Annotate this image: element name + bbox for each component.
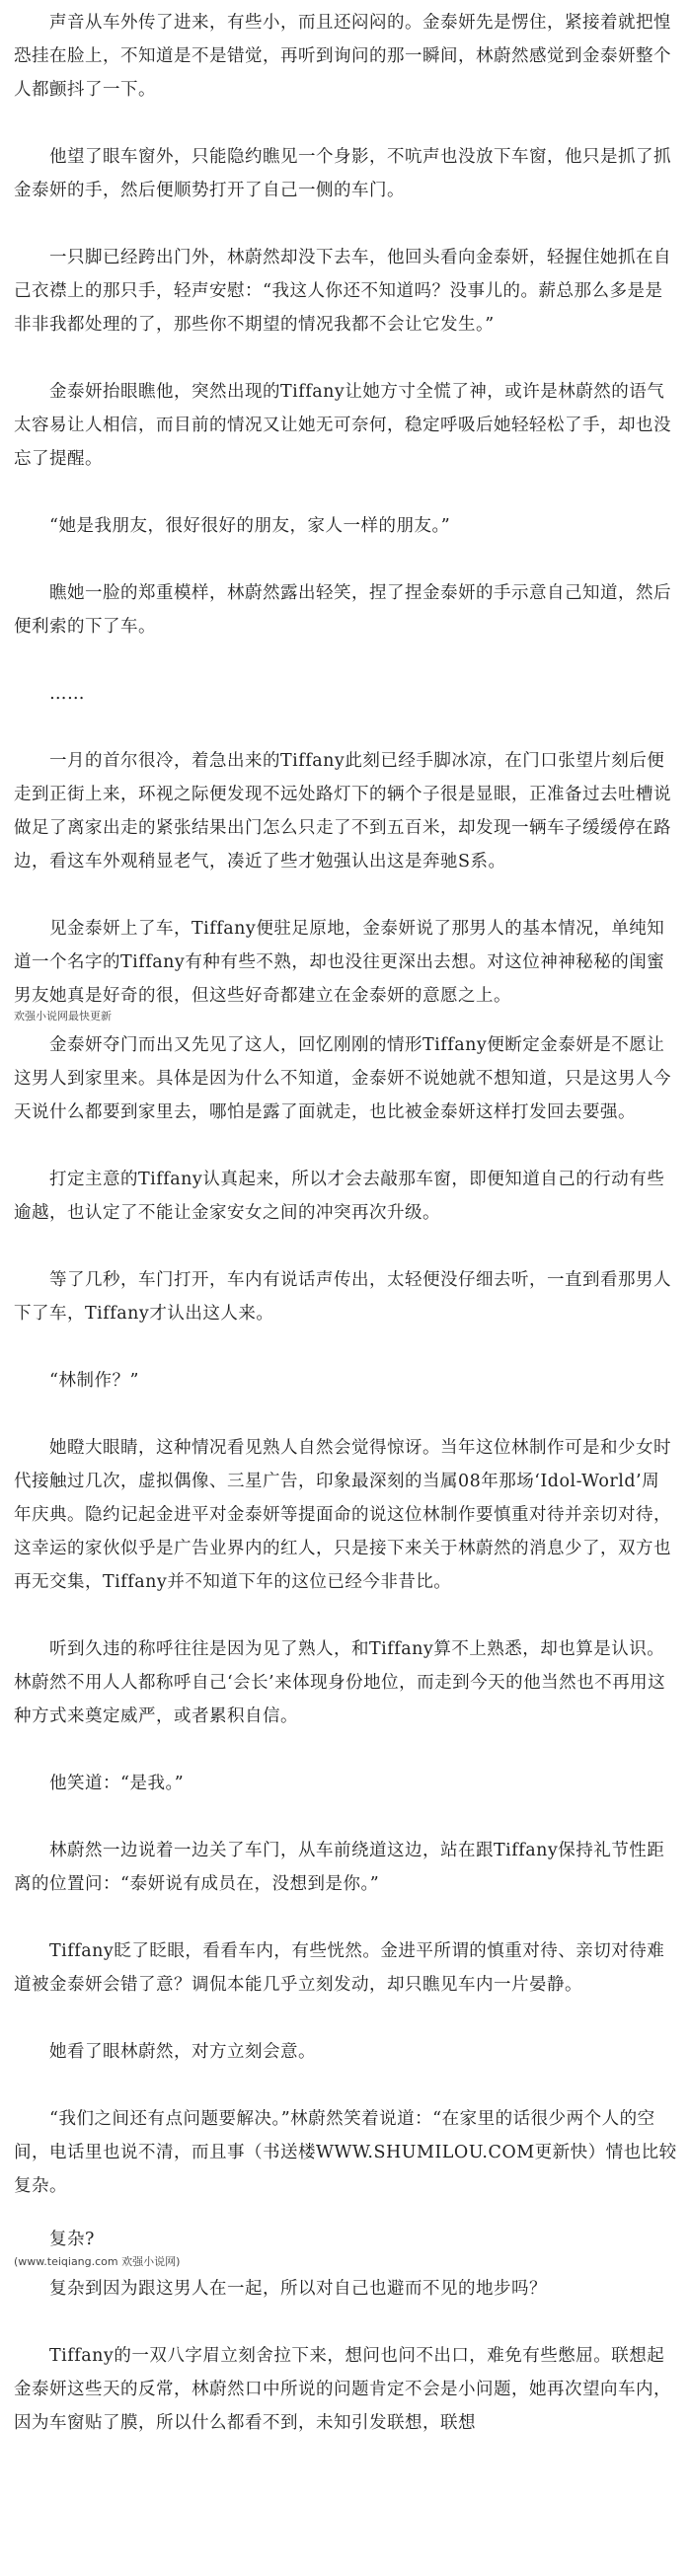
paragraph-8: 见金泰妍上了车，Tiffany便驻足原地，金泰妍说了那男人的基本情况，单纯知道一个名字的Tiffany有种有些不熟，却也没往更深出去想。对这位神神秘秘的闺蜜男友她真是好奇的很，但这些好奇都建立在金泰妍的意愿之上。 <box>14 919 665 1006</box>
paragraph-15: 他笑道：“是我。” <box>49 1774 185 1793</box>
watermark-site: (www.teiqiang.com 欢强小说网) <box>14 2255 181 2268</box>
paragraph-21: 复杂到因为跟这男人在一起，所以对自己也避而不见的地步吗？ <box>49 2279 547 2299</box>
paragraph-10: 打定主意的Tiffany认真起来，所以才会去敲那车窗，即便知道自己的行动有些逾越，也认定了不能让金家安女之间的冲突再次升级。 <box>14 1170 665 1223</box>
paragraph-5: “她是我朋友，很好很好的朋友，家人一样的朋友。” <box>49 516 451 536</box>
paragraph-14: 听到久违的称呼往往是因为见了熟人，和Tiffany算不上熟悉，却也算是认识。林蔚然不用人人都称呼自己‘会长’来体现身份地位，而走到今天的他当然也不再用这种方式来奠定威严，或者累积自信。 <box>14 1639 666 1726</box>
paragraph-12: “林制作？” <box>49 1371 139 1391</box>
paragraph-19: “我们之间还有点问题要解决。”林蔚然笑着说道：“在家里的话很少两个人的空间，电话里也说不清，而且事（书送楼WWW.SHUMILOU.COM更新快）情也比较复杂。 <box>14 2109 677 2196</box>
paragraph-16: 林蔚然一边说着一边关了车门，从车前绕道这边，站在跟Tiffany保持礼节性距离的位置问：“泰妍说有成员在，没想到是你。” <box>14 1841 665 1894</box>
watermark-text: 欢强小说网最快更新 <box>14 1010 112 1023</box>
paragraph-1: 声音从车外传了进来，有些小，而且还闷闷的。金泰妍先是愣住，紧接着就把惶恐挂在脸上，不知道是不是错觉，再听到询问的那一瞬间，林蔚然感觉到金泰妍整个人都颤抖了一下。 <box>14 13 671 100</box>
paragraph-6: 瞧她一脸的郑重模样，林蔚然露出轻笑，捏了捏金泰妍的手示意自己知道，然后便利索的下了车。 <box>14 583 671 637</box>
paragraph-20: 复杂? <box>49 2230 95 2249</box>
paragraph-22: Tiffany的一双八字眉立刻舍拉下来，想问也问不出口，难免有些憋屈。联想起金泰妍这些天的反常，林蔚然口中所说的问题肯定不会是小问题，她再次望向车内，因为车窗贴了膜，所以什么都看不到，未知引发联想，联想 <box>14 2346 671 2433</box>
paragraph-7: 一月的首尔很冷，着急出来的Tiffany此刻已经手脚冰凉，在门口张望片刻后便走到正街上来，环视之际便发现不远处路灯下的辆个子很是显眼，正准备过去吐槽说做足了离家出走的紧张结果出门怎么只走了不到五百米，却发现一辆车子缓缓停在路边，看这车外观稍显老气，凑近了些才勉强认出这是奔驰S系。 <box>14 751 671 871</box>
paragraph-9: 金泰妍夺门而出又先见了这人，回忆刚刚的情形Tiffany便断定金泰妍是不愿让这男人到家里来。具体是因为什么不知道，金泰妍不说她就不想知道，只是这男人今天说什么都要到家里去，哪怕是露了面就走，也比被金泰妍这样打发回去要强。 <box>14 1035 671 1122</box>
paragraph-17: Tiffany眨了眨眼，看看车内，有些恍然。金进平所谓的慎重对待、亲切对待难道被金泰妍会错了意？调侃本能几乎立刻发动，却只瞧见车内一片晏静。 <box>14 1941 665 1995</box>
paragraph-18: 她看了眼林蔚然，对方立刻会意。 <box>49 2042 316 2062</box>
paragraph-3: 一只脚已经跨出门外，林蔚然却没下去车，他回头看向金泰妍，轻握住她抓在自己衣襟上的那只手，轻声安慰：“我这人你还不知道吗？没事儿的。薪总那么多是是非非我都处理的了，那些你不期望的情况我都不会让它发生。” <box>14 248 671 335</box>
paragraph-2: 他望了眼车窗外，只能隐约瞧见一个身影，不吭声也没放下车窗，他只是抓了抓金泰妍的手，然后便顺势打开了自己一侧的车门。 <box>14 147 671 200</box>
paragraph-11: 等了几秒，车门打开，车内有说话声传出，太轻便没仔细去听，一直到看那男人下了车，Tiffany才认出这人来。 <box>14 1270 671 1324</box>
paragraph-13: 她瞪大眼睛，这种情况看见熟人自然会觉得惊讶。当年这位林制作可是和少女时代接触过几次，虚拟偶像、三星广告，印象最深刻的当属08年那场‘Idol-World’周年庆典。隐约记起金进平对金泰妍等提面命的说这位林制作要慎重对待并亲切对待，这幸运的家伙似乎是广告业界内的红人，只是接下来关于林蔚然的消息少了，双方也再无交集，Tiffany并不知道下年的这位已经今非昔比。 <box>14 1438 671 1592</box>
paragraph-ellipsis: …… <box>49 684 85 704</box>
paragraph-4: 金泰妍抬眼瞧他，突然出现的Tiffany让她方寸全慌了神，或许是林蔚然的语气太容易让人相信，而目前的情况又让她无可奈何，稳定呼吸后她轻轻松了手，却也没忘了提醒。 <box>14 382 671 469</box>
